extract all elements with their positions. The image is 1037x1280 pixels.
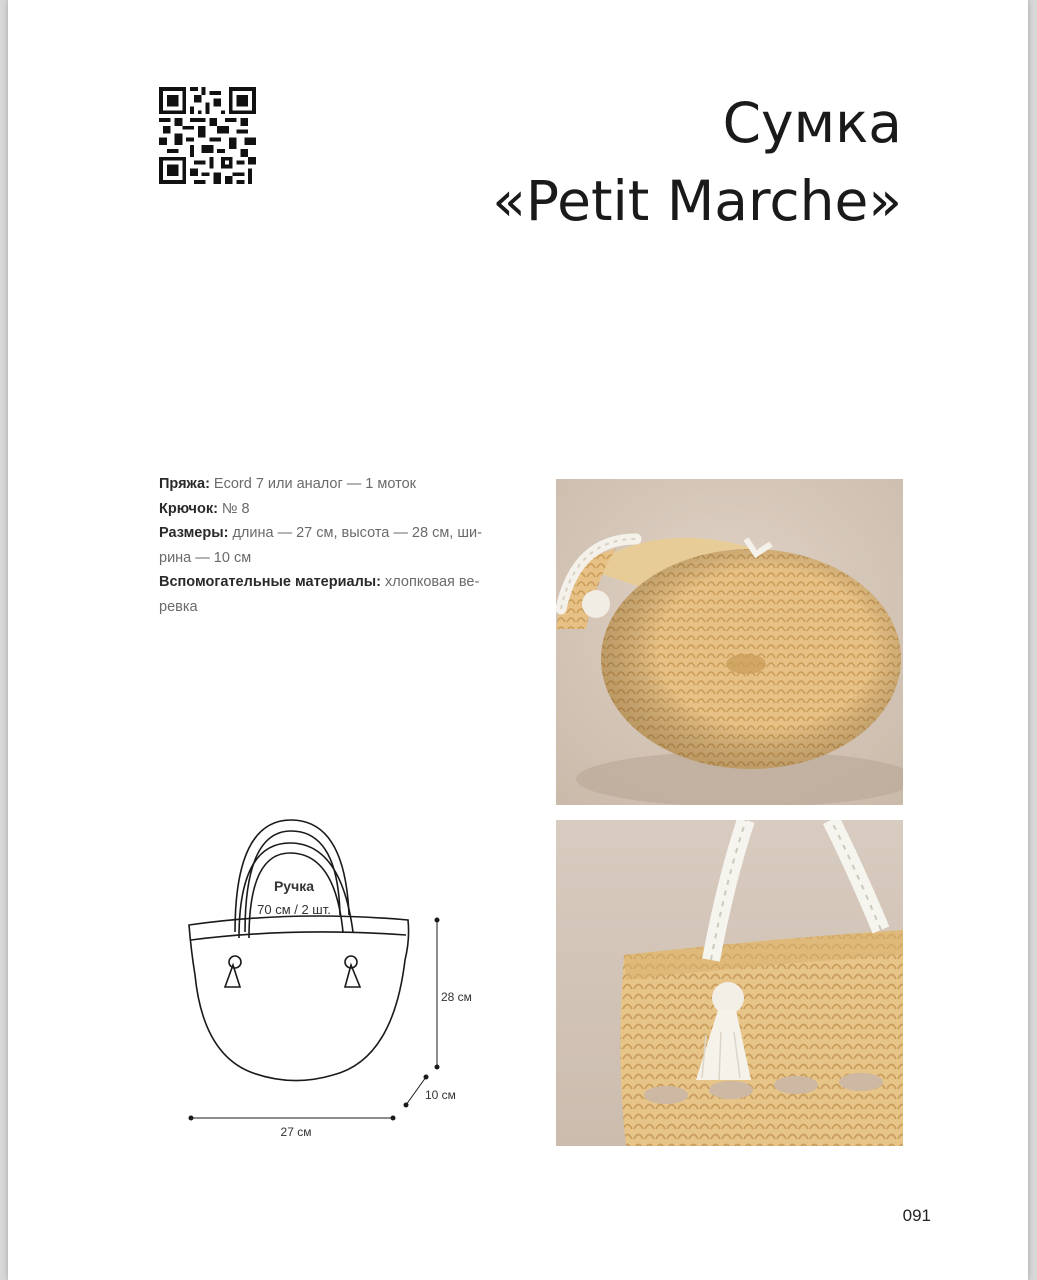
handle-size-label: 70 см / 2 шт. bbox=[257, 902, 331, 917]
materials-list bbox=[159, 472, 504, 619]
spec-value: № 8 bbox=[217, 500, 250, 517]
spec-value: длина — 27 см, высота — 28 см, ши-рина — 10 см bbox=[159, 525, 482, 566]
depth-dimension: 10 см bbox=[425, 1088, 456, 1102]
qr-code-icon bbox=[159, 87, 256, 184]
spec-label: Размеры: bbox=[159, 525, 229, 541]
spec-sizes bbox=[159, 521, 504, 570]
bag-diagram bbox=[173, 815, 493, 1145]
title-line-2: «Petit Marche» bbox=[492, 169, 902, 233]
bag-body-outline bbox=[189, 916, 409, 1081]
spec-label: Вспомогательные материалы: bbox=[159, 574, 382, 590]
spec-value: хлопковая ве-ревка bbox=[159, 574, 480, 615]
title-line-1: Сумка bbox=[722, 91, 902, 155]
spec-label: Пряжа: bbox=[159, 476, 210, 492]
handle-label: Ручка bbox=[273, 878, 315, 894]
spec-value: Ecord 7 или аналог — 1 моток bbox=[209, 476, 416, 492]
spec-materials bbox=[159, 570, 504, 619]
page-number: 091 bbox=[902, 1206, 931, 1225]
photo-bag-bottom bbox=[556, 479, 903, 805]
photo-bag-side bbox=[556, 820, 903, 1146]
spec-label: Крючок: bbox=[159, 500, 218, 517]
document-page bbox=[8, 0, 1028, 1280]
handle-outline bbox=[249, 853, 343, 938]
page-title bbox=[492, 84, 902, 240]
spec-hook bbox=[159, 497, 504, 522]
spec-yarn bbox=[159, 472, 504, 497]
length-dimension: 27 см bbox=[280, 1125, 312, 1139]
height-dimension: 28 см bbox=[441, 990, 472, 1004]
